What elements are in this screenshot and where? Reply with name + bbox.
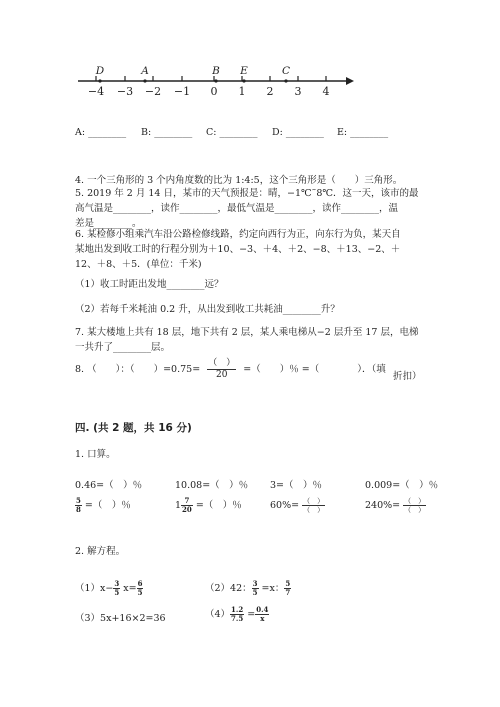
oral-5-rest: =（ ）％: [84, 500, 131, 511]
equation-3: （3）5x+16×2=36: [75, 613, 166, 624]
oral-7-frac: [302, 497, 325, 514]
eq4-frac-1: [230, 606, 244, 623]
eq4-mid: =: [247, 609, 256, 620]
frac-num: （ ）: [303, 497, 325, 505]
oral-6-rest: =（ ）％: [195, 500, 242, 511]
oral-5: [75, 497, 131, 514]
answer-label: E:: [337, 127, 351, 138]
point-label: D: [95, 65, 105, 77]
tick-label: 0: [210, 85, 218, 98]
answer-blank: ________: [154, 127, 193, 138]
q5-line-1: 5. 2019 年 2 月 14 日，某市的天气预报是：晴，−1℃˜8℃．这一天，该市的最: [75, 188, 419, 199]
answer-blank: ________: [285, 127, 324, 138]
answer-label: A:: [75, 127, 89, 138]
q8-frac-den: 20: [215, 370, 228, 380]
q5-line-2: 高气温是________，读作________，最低气温是________，读作________，温: [75, 203, 399, 214]
frac-den: 7.5: [231, 614, 244, 623]
tick-label: 4: [322, 85, 330, 98]
tick-label: 2: [266, 85, 274, 98]
eq1-mid: x=: [123, 583, 137, 594]
q7-line-1: 7. 某大楼地上共有 18 层，地下共有 2 层，某人乘电梯从−2 层升至 17 层，电梯: [75, 327, 419, 338]
question-6-part-2: （2）若每千米耗油 0.2 升，从出发到收工共耗油________升？: [75, 304, 340, 315]
oral-5-frac: [75, 497, 82, 514]
section-4-title: 四. (共 2 题，共 16 分): [75, 422, 192, 434]
frac-den: 5: [252, 588, 258, 597]
point-marker: [242, 79, 245, 82]
answer-slot-a: [75, 126, 126, 139]
q8-start: 8. （ ）：（ ）=0.75=: [75, 364, 201, 375]
frac-den: 7: [285, 588, 291, 597]
axis-arrow: [346, 77, 354, 85]
answer-blank: ________: [88, 127, 127, 138]
point-marker: [143, 79, 146, 82]
frac-num: （ ）: [404, 497, 426, 505]
frac-den: 20: [182, 505, 192, 514]
frac-den: （ ）: [303, 506, 325, 514]
q6-line-2: 某地出发到收工时的行程分别为＋10、−3、＋4、＋2、−8、＋13、−2、＋: [75, 244, 401, 255]
oral-6-frac: [181, 497, 193, 514]
question-8: [75, 358, 422, 382]
eq1-frac-1: [113, 580, 120, 597]
oral-4: 0.009=（ ）％: [365, 480, 439, 491]
tick-label: −2: [144, 85, 162, 98]
frac-num: 3: [114, 579, 120, 588]
q6-line-3: 12、＋8、＋5．(单位：千米): [75, 259, 202, 270]
oral-8-frac: [403, 497, 426, 514]
frac-num: 3: [252, 579, 258, 588]
frac-den: 8: [76, 505, 81, 514]
oral-7-left: 60%=: [270, 500, 300, 511]
number-line: [70, 58, 360, 100]
oral-calc-label: 1. 口算。: [75, 449, 116, 460]
oral-8-left: 240%=: [365, 500, 401, 511]
answer-slot-d: [272, 126, 324, 139]
point-label: C: [281, 65, 291, 77]
answer-label: B:: [141, 127, 155, 138]
oral-6-whole: 1: [175, 500, 182, 511]
equation-1: [75, 580, 143, 597]
oral-3: 3=（ ）％: [270, 480, 323, 491]
q8-fraction: [207, 358, 236, 381]
q8-frac-num: （ ）: [208, 358, 236, 368]
q5-line-3: 差是________。: [75, 218, 142, 229]
answer-blank: ________: [350, 127, 389, 138]
oral-6: [175, 497, 242, 514]
frac-den: 5: [137, 588, 143, 597]
answer-label: C:: [206, 127, 220, 138]
eq4-pre: （4）: [205, 609, 231, 620]
solve-equations-label: 2. 解方程。: [75, 546, 126, 557]
answer-label: D:: [272, 127, 286, 138]
oral-8: [365, 497, 426, 514]
oral-2: 10.08=（ ）％: [175, 480, 249, 491]
equation-2: [205, 580, 291, 597]
answer-slot-e: [337, 126, 388, 139]
point-label: E: [240, 65, 248, 77]
frac-num: 6: [137, 579, 143, 588]
tick-label: −4: [87, 85, 105, 98]
eq1-pre: （1）x−: [75, 583, 114, 594]
frac-num: 1.2: [231, 605, 244, 614]
frac-num: 5: [76, 496, 81, 505]
equation-4: [205, 606, 269, 623]
eq4-frac-2: [255, 606, 269, 623]
eq2-pre: （2）42：: [205, 583, 252, 594]
oral-1: 0.46=（ ）％: [75, 480, 143, 491]
tick-label: −1: [173, 85, 191, 98]
q6-line-1: 6. 某检修小组乘汽车沿公路检修线路，约定向西行为正，向东行为负，某天自: [75, 229, 401, 240]
point-marker: [284, 79, 287, 82]
question-6-part-1: （1）收工时距出发地________远？: [75, 279, 224, 290]
oral-7: [270, 497, 325, 514]
point-label: A: [141, 65, 149, 77]
question-7: [75, 326, 418, 354]
q8-tail: 折扣）: [393, 371, 422, 382]
point-marker: [214, 79, 217, 82]
frac-den: （ ）: [404, 506, 426, 514]
point-label: B: [212, 65, 220, 77]
eq2-mid: =x：: [261, 583, 285, 594]
answer-slot-c: [206, 126, 258, 139]
answer-blank: ________: [219, 127, 258, 138]
frac-den: x: [260, 614, 265, 623]
q7-line-2: 一共升了________层。: [75, 342, 171, 353]
answer-slot-b: [141, 126, 192, 139]
frac-den: 5: [114, 588, 120, 597]
frac-num: 5: [285, 579, 291, 588]
eq1-frac-2: [137, 580, 144, 597]
question-5: [75, 187, 419, 230]
frac-num: 7: [181, 497, 193, 506]
tick-label: 1: [238, 85, 246, 98]
question-6: [75, 228, 401, 271]
tick-label: 3: [294, 85, 302, 98]
tick-label: −3: [116, 85, 134, 98]
eq2-frac-1: [252, 580, 259, 597]
question-4: 4. 一个三角形的 3 个内角度数的比为 1:4:5，这个三角形是（ ）三角形。: [75, 175, 403, 186]
eq2-frac-2: [284, 580, 291, 597]
q8-end: =（ ）％ =（ ）．（填: [243, 364, 386, 375]
point-marker: [98, 79, 101, 82]
frac-num: 0.4: [256, 605, 269, 614]
